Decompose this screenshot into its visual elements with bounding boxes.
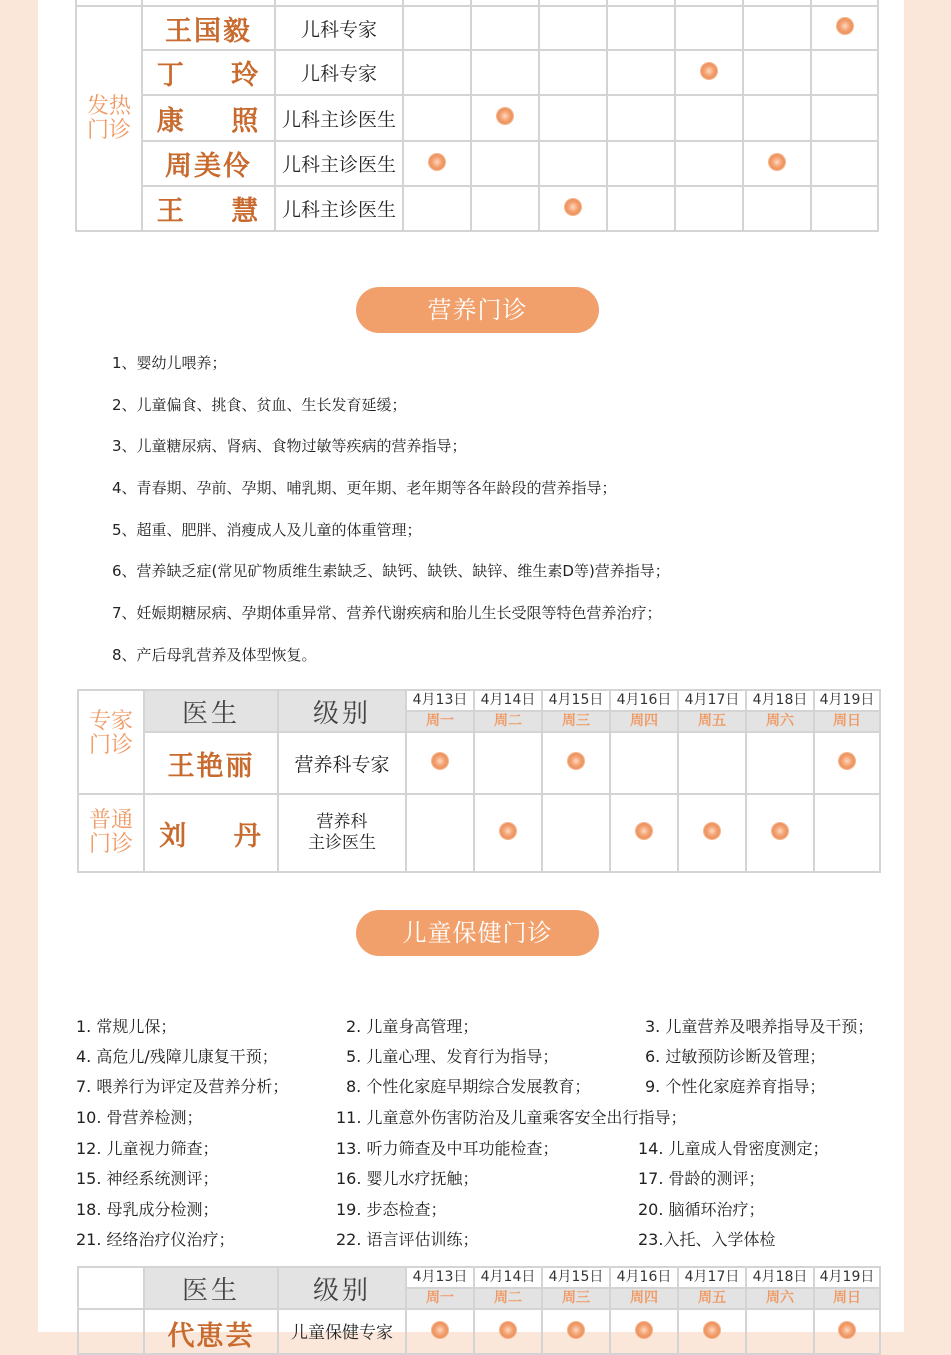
table-row <box>78 732 880 794</box>
schedule-cell <box>474 732 542 794</box>
doctor-name: 王国毅 <box>142 6 275 50</box>
schedule-dot-icon <box>568 753 584 769</box>
service-item: 16. 婴儿水疗抚触； <box>336 1169 479 1188</box>
service-item: 2. 儿童身高管理； <box>346 1017 479 1036</box>
schedule-cell <box>746 732 814 794</box>
schedule-cell <box>743 50 811 95</box>
child-health-title-pill <box>356 910 599 956</box>
nutrition-schedule <box>77 689 881 873</box>
service-item: 15. 神经系统测评； <box>76 1169 219 1188</box>
schedule-dot-icon <box>701 63 717 79</box>
schedule-cell <box>811 141 878 186</box>
service-item: 4. 高危儿/残障儿康复干预； <box>76 1047 278 1066</box>
schedule-cell <box>811 50 878 95</box>
fever-clinic-schedule <box>75 0 879 232</box>
list-item: 3、儿童糖尿病、肾病、食物过敏等疾病的营养指导； <box>112 437 467 456</box>
date-header: 4月17日 <box>678 1267 746 1288</box>
schedule-dot-icon <box>500 1322 516 1338</box>
weekday-header: 周六 <box>746 1288 814 1309</box>
date-header: 4月13日 <box>406 1267 474 1288</box>
list-item: 2、儿童偏食、挑食、贫血、生长发育延缓； <box>112 395 407 414</box>
date-header: 4月14日 <box>474 1267 542 1288</box>
table-row <box>78 794 880 872</box>
dept-label-text: 发热门诊 <box>86 93 131 143</box>
child-health-schedule <box>77 1266 881 1355</box>
schedule-cell <box>471 186 539 231</box>
service-item: 22. 语言评估训练； <box>336 1230 479 1249</box>
table-row <box>76 50 878 95</box>
weekday-header: 周一 <box>406 711 474 732</box>
service-item: 14. 儿童成人骨密度测定； <box>638 1139 829 1158</box>
schedule-cell <box>542 794 610 872</box>
header-level: 级别 <box>278 1267 406 1309</box>
schedule-cell <box>811 186 878 231</box>
schedule-cell <box>607 186 675 231</box>
doctor-name: 刘 丹 <box>144 794 278 872</box>
schedule-dot-icon <box>432 753 448 769</box>
schedule-dot-icon <box>497 108 513 124</box>
table-row <box>76 186 878 231</box>
schedule-dot-icon <box>772 823 788 839</box>
nutrition-services-list <box>112 353 670 687</box>
doctor-level: 儿科主诊医生 <box>275 186 403 231</box>
weekday-header: 周一 <box>406 1288 474 1309</box>
service-item: 19. 步态检查； <box>336 1200 447 1219</box>
schedule-cell <box>814 732 880 794</box>
service-item: 23.入托、入学体检 <box>638 1230 776 1249</box>
service-item: 17. 骨龄的测评； <box>638 1169 765 1188</box>
schedule-cell <box>539 6 607 50</box>
service-item: 20. 脑循环治疗； <box>638 1200 765 1219</box>
date-header: 4月18日 <box>746 690 814 711</box>
service-item: 11. 儿童意外伤害防治及儿童乘客安全出行指导； <box>336 1108 687 1127</box>
schedule-cell <box>403 95 471 141</box>
weekday-header: 周三 <box>542 711 610 732</box>
dept-label-fever-clinic <box>76 6 142 231</box>
doctor-level: 营养科专家 <box>278 732 406 794</box>
date-header: 4月13日 <box>406 690 474 711</box>
schedule-cell <box>539 141 607 186</box>
service-item: 10. 骨营养检测； <box>76 1108 203 1127</box>
schedule-cell <box>471 6 539 50</box>
schedule-dot-icon <box>565 199 581 215</box>
schedule-dot-icon <box>636 1322 652 1338</box>
schedule-cell <box>471 141 539 186</box>
header-doctor: 医生 <box>144 690 278 732</box>
schedule-cell <box>811 6 878 50</box>
date-header: 4月19日 <box>814 690 880 711</box>
doctor-level: 儿科专家 <box>275 50 403 95</box>
schedule-dot-icon <box>704 1322 720 1338</box>
schedule-cell <box>675 186 743 231</box>
doctor-name: 康 照 <box>142 95 275 141</box>
schedule-cell <box>743 6 811 50</box>
doctor-level: 儿童保健专家 <box>278 1309 406 1354</box>
doctor-name: 王 慧 <box>142 186 275 231</box>
service-item: 7. 喂养行为评定及营养分析； <box>76 1077 289 1096</box>
schedule-cell <box>403 50 471 95</box>
schedule-cell <box>403 186 471 231</box>
date-header: 4月16日 <box>610 1267 678 1288</box>
weekday-header: 周六 <box>746 711 814 732</box>
schedule-dot-icon <box>636 823 652 839</box>
service-item: 21. 经络治疗仪治疗； <box>76 1230 235 1249</box>
schedule-cell <box>678 794 746 872</box>
table-row <box>76 95 878 141</box>
doctor-level: 营养科 主诊医生 <box>278 794 406 872</box>
schedule-cell <box>675 95 743 141</box>
schedule-dot-icon <box>769 154 785 170</box>
doctor-name: 代恵芸 <box>144 1309 278 1354</box>
schedule-dot-icon <box>432 1322 448 1338</box>
schedule-cell <box>814 794 880 872</box>
table-row <box>76 6 878 50</box>
dept-label-text: 普通门诊 <box>88 808 133 857</box>
date-header: 4月19日 <box>814 1267 880 1288</box>
schedule-cell <box>474 794 542 872</box>
doctor-level: 儿科专家 <box>275 6 403 50</box>
date-header: 4月15日 <box>542 690 610 711</box>
schedule-dot-icon <box>839 753 855 769</box>
date-header: 4月15日 <box>542 1267 610 1288</box>
dept-label-text: 专家门诊 <box>88 709 133 758</box>
doctor-name: 王艳丽 <box>144 732 278 794</box>
list-item: 8、产后母乳营养及体型恢复。 <box>112 645 317 664</box>
service-item: 13. 听力筛查及中耳功能检查； <box>336 1139 559 1158</box>
date-header: 4月18日 <box>746 1267 814 1288</box>
schedule-dot-icon <box>500 823 516 839</box>
schedule-cell <box>746 794 814 872</box>
schedule-cell <box>675 141 743 186</box>
dept-label <box>78 709 144 794</box>
header-blank <box>78 1267 144 1309</box>
schedule-cell <box>678 732 746 794</box>
weekday-header: 周五 <box>678 711 746 732</box>
weekday-header: 周五 <box>678 1288 746 1309</box>
doctor-level: 儿科主诊医生 <box>275 95 403 141</box>
schedule-cell <box>607 6 675 50</box>
nutrition-title: 营养门诊 <box>427 296 528 324</box>
weekday-header: 周四 <box>610 711 678 732</box>
list-item: 1、婴幼儿喂养； <box>112 354 227 372</box>
header-level: 级别 <box>278 690 406 732</box>
schedule-cell <box>406 732 474 794</box>
schedule-cell <box>607 95 675 141</box>
schedule-dot-icon <box>837 18 853 34</box>
schedule-cell <box>675 50 743 95</box>
list-item: 6、营养缺乏症(常见矿物质维生素缺乏、缺钙、缺铁、缺锌、维生素D等)营养指导； <box>112 562 670 581</box>
schedule-cell <box>539 95 607 141</box>
service-item: 8. 个性化家庭早期综合发展教育； <box>346 1077 591 1096</box>
nutrition-title-pill <box>356 287 599 333</box>
schedule-cell <box>539 186 607 231</box>
schedule-cell <box>675 6 743 50</box>
service-item: 18. 母乳成分检测； <box>76 1200 219 1219</box>
date-header: 4月16日 <box>610 690 678 711</box>
date-header: 4月14日 <box>474 690 542 711</box>
weekday-header: 周日 <box>814 711 880 732</box>
schedule-dot-icon <box>429 154 445 170</box>
doctor-level: 儿科主诊医生 <box>275 141 403 186</box>
schedule-cell <box>811 95 878 141</box>
weekday-header: 周四 <box>610 1288 678 1309</box>
schedule-cell <box>610 732 678 794</box>
header-doctor: 医生 <box>144 1267 278 1309</box>
schedule-cell <box>471 95 539 141</box>
child-health-title: 儿童保健门诊 <box>402 919 553 947</box>
schedule-cell <box>403 6 471 50</box>
table-row <box>76 141 878 186</box>
schedule-cell <box>542 732 610 794</box>
service-item: 3. 儿童营养及喂养指导及干预； <box>645 1017 874 1036</box>
schedule-cell <box>403 141 471 186</box>
service-item: 1. 常规儿保； <box>76 1017 177 1036</box>
doctor-name: 丁 玲 <box>142 50 275 95</box>
list-item: 7、妊娠期糖尿病、孕期体重异常、营养代谢疾病和胎儿生长受限等特色营养治疗； <box>112 604 662 623</box>
service-item: 9. 个性化家庭养育指导； <box>645 1077 826 1096</box>
list-item: 5、超重、肥胖、消瘦成人及儿童的体重管理； <box>112 520 422 539</box>
service-item: 12. 儿童视力筛查； <box>76 1139 219 1158</box>
schedule-cell <box>406 794 474 872</box>
dept-label <box>78 794 144 872</box>
schedule-dot-icon <box>704 823 720 839</box>
schedule-cell <box>539 50 607 95</box>
service-item: 5. 儿童心理、发育行为指导； <box>346 1047 559 1066</box>
service-item: 6. 过敏预防诊断及管理； <box>645 1047 826 1066</box>
date-header: 4月17日 <box>678 690 746 711</box>
list-item: 4、青春期、孕前、孕期、哺乳期、更年期、老年期等各年龄段的营养指导； <box>112 479 617 498</box>
schedule-dot-icon <box>839 1322 855 1338</box>
schedule-cell <box>743 95 811 141</box>
weekday-header: 周二 <box>474 1288 542 1309</box>
schedule-cell <box>607 50 675 95</box>
schedule-cell <box>610 794 678 872</box>
schedule-cell <box>743 141 811 186</box>
weekday-header: 周日 <box>814 1288 880 1309</box>
schedule-dot-icon <box>568 1322 584 1338</box>
weekday-header: 周二 <box>474 711 542 732</box>
schedule-cell <box>743 186 811 231</box>
schedule-cell <box>607 141 675 186</box>
schedule-cell <box>471 50 539 95</box>
weekday-header: 周三 <box>542 1288 610 1309</box>
doctor-name: 周美伶 <box>142 141 275 186</box>
